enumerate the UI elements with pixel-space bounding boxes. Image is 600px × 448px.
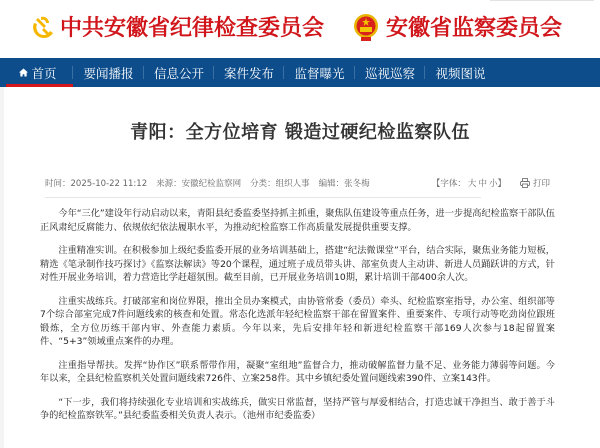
article-paragraph: 今年“三化”建设年行动启动以来，青阳县纪委监委坚持抓主抓重，聚焦队伍建设等重点任务，进一步提高纪检监察干部队伍正风肃纪反腐能力、依规依纪依法履职水平，为推动纪检监察工作高质量发展提供重要支撑。 (40, 208, 555, 233)
nav-item-news[interactable] (73, 58, 144, 87)
nav-label: 案件发布 (223, 65, 274, 81)
meta-divider (45, 197, 481, 198)
nav-label: 首页 (31, 65, 57, 81)
nav-item-exposure[interactable] (284, 58, 355, 87)
article-category: 分类：组织人事 (250, 179, 310, 189)
nav-item-cases[interactable] (214, 58, 284, 87)
publish-time: 时间：2025-10-22 11:12 (45, 179, 148, 189)
nav-item-disclosure[interactable] (144, 58, 214, 87)
site-header (0, 0, 600, 58)
nav-label: 视频图说 (435, 65, 486, 81)
national-emblem-icon (352, 13, 380, 43)
party-emblem-icon (28, 14, 56, 42)
article-body (40, 207, 555, 433)
font-size-control: 【字体： 大 中 小】 (431, 179, 506, 189)
font-large-button[interactable]: 大 (467, 179, 477, 189)
article-meta (45, 176, 550, 190)
nav-label: 巡视巡察 (364, 65, 415, 81)
main-nav (0, 58, 600, 87)
print-button[interactable]: 打印 (520, 177, 550, 189)
article-editor: 编辑：张冬梅 (318, 179, 370, 189)
article-title: 青阳：全方位培育 锻造过硬纪检监察队伍 (130, 122, 470, 143)
top-search-box[interactable] (490, 0, 594, 1)
cpc-discipline-commission-brand[interactable] (28, 12, 324, 44)
printer-icon (520, 178, 530, 188)
nav-item-video[interactable] (425, 58, 496, 87)
brand-title-right: 安徽省监察委员会 (386, 15, 563, 41)
font-medium-button[interactable]: 中 (478, 179, 487, 189)
nav-item-home[interactable] (3, 58, 73, 87)
article-source: 来源：安徽纪检监察网 (156, 179, 242, 189)
article-paragraph: 注重指导帮扶。发挥“协作区”联系帮带作用，凝聚“室组地”监督合力，推动破解监督力量不足、业务能力薄弱等问题。今年以来，全县纪检监察机关处置问题线索726件、立案258件。其中乡镇纪委处置问题线索390件、立案143件。 (40, 359, 555, 384)
font-small-button[interactable]: 小 (488, 179, 498, 189)
nav-label: 要闻播报 (83, 65, 134, 81)
nav-item-inspection[interactable] (355, 58, 425, 87)
supervision-commission-brand[interactable] (352, 12, 562, 44)
brand-title-left: 中共安徽省纪律检查委员会 (60, 15, 325, 41)
nav-label: 信息公开 (153, 65, 204, 81)
article-paragraph: 注重实战练兵。打破部室和岗位界限，推出全员办案模式，由协管常委（委员）牵头、纪检监察室指导，办公室、组织部等7个综合部室完成7件问题线索的核查和处置。常态化选派年轻纪检监察干部在留置案件、重要案件、专项行动等吃劲岗位跟班锻炼，全方位历练干部内审、外查能力素质。今年以来，先后安排年轻和新进纪检监察干部169人次参与18起留置案件、“5+3”领域重点案件的办理。 (40, 295, 555, 347)
article-paragraph: “下一步，我们将持续强化专业培训和实战练兵，做实日常监督，坚持严管与厚爱相结合，打造忠诚干净担当、敢于善于斗争的纪检监察铁军。”县纪委监委相关负责人表示。（池州市纪委监委） (40, 396, 555, 421)
home-icon (19, 68, 28, 77)
article-paragraph: 注重精准实训。在积极参加上级纪委监委开展的业务培训基础上，搭建“纪法微课堂”平台，结合实际，聚焦业务能力短板，精选《笔录制作技巧探讨》《监察法解读》等20个课程，通过班子成员带头讲、部室负责人主动讲、新进人员踊跃讲的方式，针对性开展业务培训，着力营造比学赶超氛围。截至目前，已开展业务培训10期，累计培训干部400余人次。 (40, 245, 555, 283)
nav-label: 监督曝光 (294, 65, 345, 81)
